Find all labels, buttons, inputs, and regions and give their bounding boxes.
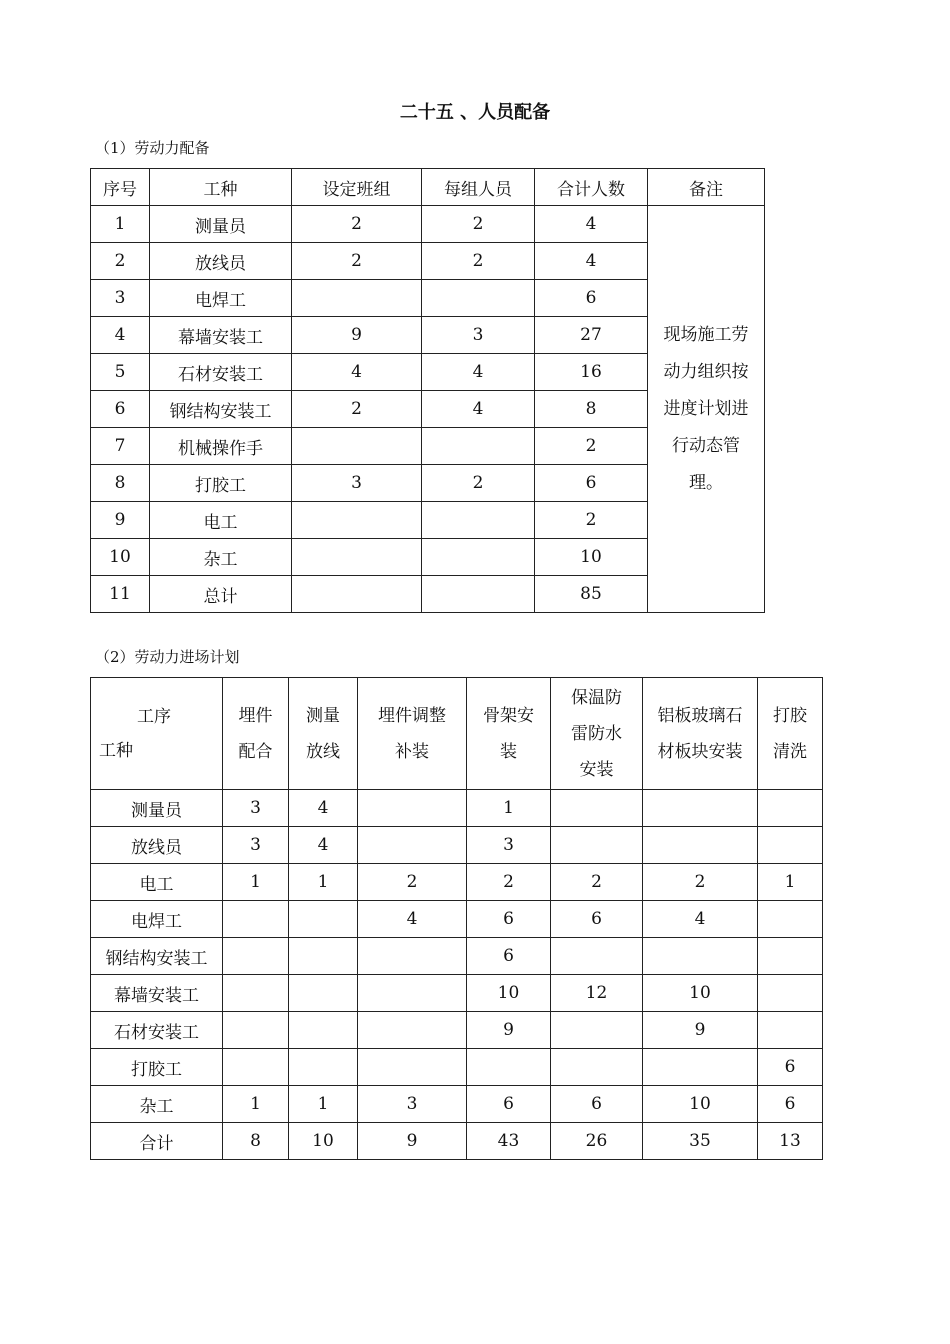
- column-header: [643, 678, 758, 790]
- remarks-cell: [648, 206, 765, 613]
- table-cell: [223, 975, 289, 1012]
- remarks-line: 理。: [689, 472, 723, 493]
- table-cell: 电工: [150, 502, 292, 539]
- table-cell: 10: [643, 1086, 758, 1123]
- table-cell: 3: [223, 790, 289, 827]
- table-cell: 1: [467, 790, 551, 827]
- table-cell: 6: [535, 465, 648, 502]
- table-cell: [422, 280, 535, 317]
- table-cell: [758, 901, 823, 938]
- table-cell: 35: [643, 1123, 758, 1160]
- table-cell: 3: [91, 280, 150, 317]
- table-cell: [422, 576, 535, 613]
- table-cell: 2: [422, 206, 535, 243]
- column-header-line: 铝板玻璃石: [657, 705, 743, 726]
- table-cell: 幕墙安装工: [150, 317, 292, 354]
- table-cell: [292, 280, 422, 317]
- table-cell: 2: [91, 243, 150, 280]
- table-cell: [551, 1012, 643, 1049]
- column-header: [758, 678, 823, 790]
- column-header: [551, 678, 643, 790]
- table-cell: [358, 790, 467, 827]
- table-cell: 总计: [150, 576, 292, 613]
- remarks-line: 现场施工劳: [663, 324, 749, 345]
- table-cell: 4: [289, 827, 358, 864]
- table-cell: [643, 1049, 758, 1086]
- column-header: [223, 678, 289, 790]
- table-row: [91, 206, 765, 243]
- table-cell: 电焊工: [91, 901, 223, 938]
- table-cell: 2: [292, 391, 422, 428]
- table-cell: 石材安装工: [150, 354, 292, 391]
- table-cell: 2: [535, 428, 648, 465]
- table-cell: [758, 790, 823, 827]
- table-cell: 4: [289, 790, 358, 827]
- table-cell: 石材安装工: [91, 1012, 223, 1049]
- column-header-line: 安装: [579, 759, 614, 780]
- table-cell: 2: [643, 864, 758, 901]
- table-cell: 1: [223, 1086, 289, 1123]
- table-cell: [422, 539, 535, 576]
- column-header: 备注: [648, 169, 765, 206]
- table-cell: [643, 827, 758, 864]
- table-header-row: [91, 678, 823, 790]
- table-cell: 杂工: [91, 1086, 223, 1123]
- table-cell: [358, 1012, 467, 1049]
- column-header-line: 骨架安: [483, 705, 534, 726]
- table-cell: 2: [292, 206, 422, 243]
- section1-heading: （1）劳动力配备: [95, 139, 210, 157]
- table-cell: [643, 790, 758, 827]
- table-cell: 钢结构安装工: [91, 938, 223, 975]
- column-header-line: 埋件: [238, 705, 273, 726]
- table-row: [91, 1049, 823, 1086]
- table-cell: 9: [643, 1012, 758, 1049]
- table-cell: [358, 1049, 467, 1086]
- table-cell: 4: [422, 354, 535, 391]
- table-cell: [289, 1012, 358, 1049]
- table-row: [91, 790, 823, 827]
- table-cell: [758, 827, 823, 864]
- column-header: 设定班组: [292, 169, 422, 206]
- table-cell: 3: [358, 1086, 467, 1123]
- table-cell: 9: [467, 1012, 551, 1049]
- table-cell: 2: [422, 243, 535, 280]
- table-cell: [289, 938, 358, 975]
- table-cell: 3: [223, 827, 289, 864]
- column-header: 每组人员: [422, 169, 535, 206]
- table-cell: 9: [292, 317, 422, 354]
- column-header: 合计人数: [535, 169, 648, 206]
- table-cell: 1: [91, 206, 150, 243]
- table-cell: 8: [91, 465, 150, 502]
- table-cell: 6: [467, 1086, 551, 1123]
- column-header: [289, 678, 358, 790]
- table-cell: [292, 576, 422, 613]
- labor-entry-plan-table: [90, 677, 823, 1160]
- column-header-line: 装: [500, 741, 517, 762]
- table-row: [91, 901, 823, 938]
- table-cell: 放线员: [91, 827, 223, 864]
- table-cell: 4: [358, 901, 467, 938]
- table-cell: [467, 1049, 551, 1086]
- table-cell: [223, 1012, 289, 1049]
- table-cell: [551, 827, 643, 864]
- corner-process-label: 工序: [137, 706, 171, 727]
- table-cell: [422, 502, 535, 539]
- table-row: [91, 938, 823, 975]
- column-header-line: 补装: [395, 741, 429, 762]
- remarks-line: 进度计划进: [663, 398, 749, 419]
- table-cell: 3: [422, 317, 535, 354]
- table-cell: 3: [292, 465, 422, 502]
- corner-trade-label: 工种: [99, 740, 133, 761]
- table-cell: 6: [758, 1049, 823, 1086]
- table-cell: 电焊工: [150, 280, 292, 317]
- table-cell: 打胶工: [91, 1049, 223, 1086]
- table-cell: 27: [535, 317, 648, 354]
- remarks-line: 行动态管: [672, 435, 740, 456]
- table-cell: 4: [91, 317, 150, 354]
- table-cell: 钢结构安装工: [150, 391, 292, 428]
- table-cell: [358, 938, 467, 975]
- table-cell: 10: [467, 975, 551, 1012]
- table-row: [91, 1123, 823, 1160]
- table-cell: 6: [551, 1086, 643, 1123]
- column-header: 工种: [150, 169, 292, 206]
- table-cell: 2: [292, 243, 422, 280]
- table-cell: 4: [643, 901, 758, 938]
- table-cell: [289, 975, 358, 1012]
- column-header: 序号: [91, 169, 150, 206]
- table-cell: 13: [758, 1123, 823, 1160]
- table-cell: 2: [551, 864, 643, 901]
- table-cell: 2: [358, 864, 467, 901]
- table-cell: 2: [535, 502, 648, 539]
- table-cell: 2: [467, 864, 551, 901]
- table-cell: 11: [91, 576, 150, 613]
- table-cell: 85: [535, 576, 648, 613]
- table-cell: 打胶工: [150, 465, 292, 502]
- table-cell: 12: [551, 975, 643, 1012]
- table-cell: 1: [223, 864, 289, 901]
- column-header-line: 埋件调整: [378, 705, 446, 726]
- labor-allocation-table: [90, 168, 765, 613]
- table-cell: 4: [535, 206, 648, 243]
- table-cell: [422, 428, 535, 465]
- table-cell: 9: [91, 502, 150, 539]
- table-cell: 2: [422, 465, 535, 502]
- column-header-line: 配合: [238, 741, 273, 762]
- table-cell: 机械操作手: [150, 428, 292, 465]
- column-header-line: 打胶: [773, 705, 807, 726]
- column-header: [358, 678, 467, 790]
- table-cell: 1: [289, 864, 358, 901]
- table-cell: [223, 1049, 289, 1086]
- table-cell: 1: [289, 1086, 358, 1123]
- table-cell: 合计: [91, 1123, 223, 1160]
- table-cell: 4: [422, 391, 535, 428]
- table-cell: [551, 1049, 643, 1086]
- table-header-row: [91, 169, 765, 206]
- remarks-line: 动力组织按: [663, 361, 749, 382]
- column-header: [467, 678, 551, 790]
- table-cell: 6: [535, 280, 648, 317]
- column-header-line: 清洗: [773, 741, 807, 762]
- table-cell: 10: [91, 539, 150, 576]
- table-cell: 6: [91, 391, 150, 428]
- table-cell: 10: [289, 1123, 358, 1160]
- table-cell: 43: [467, 1123, 551, 1160]
- table-cell: [643, 938, 758, 975]
- table-cell: 放线员: [150, 243, 292, 280]
- column-header-line: 放线: [306, 741, 340, 762]
- table-cell: 杂工: [150, 539, 292, 576]
- table-cell: 8: [535, 391, 648, 428]
- table-cell: 4: [292, 354, 422, 391]
- table-cell: 5: [91, 354, 150, 391]
- table-row: [91, 864, 823, 901]
- column-header-line: 雷防水: [571, 723, 622, 744]
- table-cell: 电工: [91, 864, 223, 901]
- table-cell: 1: [758, 864, 823, 901]
- table-cell: [358, 975, 467, 1012]
- column-header-line: 测量: [306, 705, 340, 726]
- table-cell: 9: [358, 1123, 467, 1160]
- table-cell: [358, 827, 467, 864]
- table-cell: [758, 1012, 823, 1049]
- table-row: [91, 827, 823, 864]
- table-cell: 7: [91, 428, 150, 465]
- table-cell: 10: [643, 975, 758, 1012]
- table-cell: [758, 975, 823, 1012]
- table-row: [91, 975, 823, 1012]
- corner-header-cell: [91, 678, 223, 790]
- page-title: 二十五 、人员配备: [399, 102, 551, 123]
- table-cell: 26: [551, 1123, 643, 1160]
- section2-heading: （2）劳动力进场计划: [95, 648, 240, 666]
- table-cell: [551, 938, 643, 975]
- column-header-line: 保温防: [571, 687, 622, 708]
- table-cell: 幕墙安装工: [91, 975, 223, 1012]
- table-cell: [223, 938, 289, 975]
- table-cell: 16: [535, 354, 648, 391]
- column-header-line: 材板块安装: [657, 741, 743, 762]
- table-cell: [223, 901, 289, 938]
- table-cell: 6: [551, 901, 643, 938]
- table-cell: 6: [467, 901, 551, 938]
- table-cell: 6: [467, 938, 551, 975]
- table-cell: [551, 790, 643, 827]
- table-row: [91, 1012, 823, 1049]
- table-cell: [292, 502, 422, 539]
- table-row: [91, 1086, 823, 1123]
- table-cell: 4: [535, 243, 648, 280]
- table-cell: 10: [535, 539, 648, 576]
- table-cell: 3: [467, 827, 551, 864]
- table-cell: 8: [223, 1123, 289, 1160]
- table-cell: [758, 938, 823, 975]
- table-cell: 测量员: [91, 790, 223, 827]
- table-cell: [289, 1049, 358, 1086]
- table-cell: 测量员: [150, 206, 292, 243]
- table-cell: 6: [758, 1086, 823, 1123]
- table-cell: [292, 539, 422, 576]
- table-cell: [289, 901, 358, 938]
- table-cell: [292, 428, 422, 465]
